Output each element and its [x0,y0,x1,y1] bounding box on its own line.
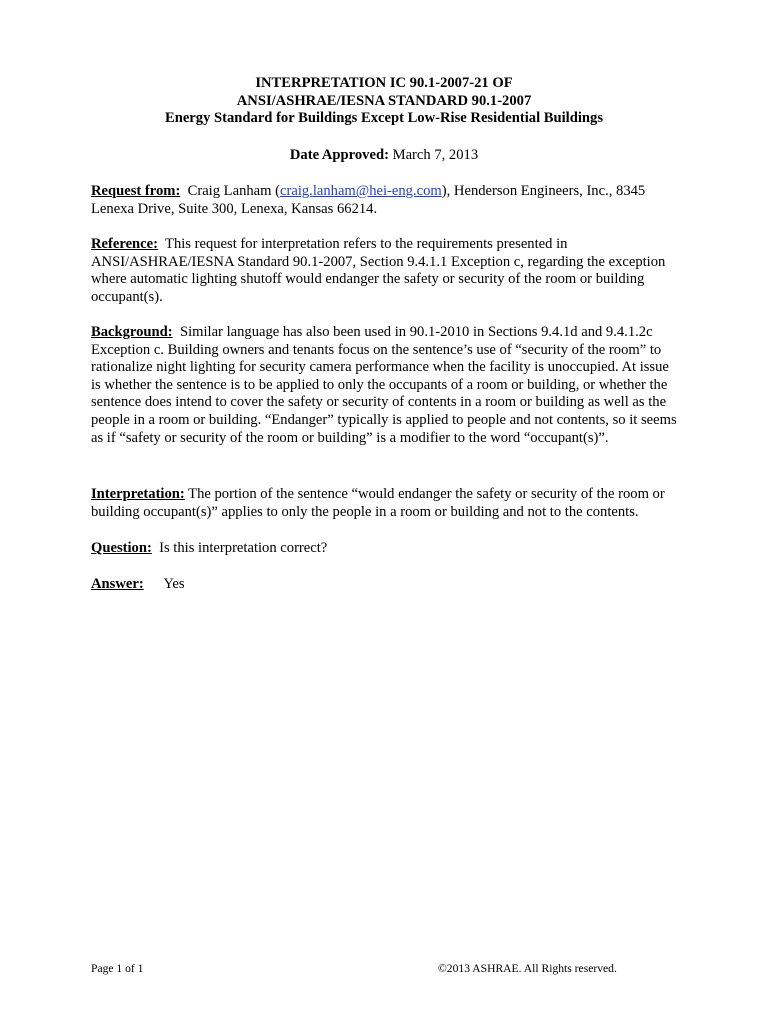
header-line-3: Energy Standard for Buildings Except Low-Rise Residential Buildings [164,110,604,127]
interpretation-label: Interpretation: [91,486,185,502]
footer-copyright: ©2013 ASHRAE. All Rights reserved. [438,962,617,975]
date-approved [0,147,768,165]
header-line-1: INTERPRETATION IC 90.1-2007-21 OF [255,75,513,91]
date-approved-label: Date Approved: [289,147,389,163]
request-label: Request from: [91,183,181,199]
request-name: Craig Lanham ( [187,183,281,199]
question-text: Is this interpretation correct? [159,540,328,556]
footer-page-number: Page 1 of 1 [91,962,144,975]
request-email-link[interactable]: craig.lanham@hei-eng.com [280,183,442,199]
answer-section [91,576,681,594]
answer-text: Yes [163,576,185,592]
interpretation-text: The portion of the sentence “would endanger the safety or security of the room or building occupant(s)” applies to only the people in a room or building and not to the contents. [91,486,665,520]
background-label: Background: [91,324,173,340]
header-line-2: ANSI/ASHRAE/IESNA STANDARD 90.1-2007 [236,92,532,109]
document-header [0,75,768,128]
interpretation-section [91,486,681,521]
background-section [91,324,681,447]
reference-section [91,236,681,306]
request-details: ), Henderson Engineers, Inc., 8345 Lenexa Drive, Suite 300, Lenexa, Kansas 66214. [91,183,646,217]
question-label: Question: [91,540,152,556]
date-approved-value: March 7, 2013 [392,147,479,163]
background-text: Similar language has also been used in 90.1-2010 in Sections 9.4.1d and 9.4.1.2c Exception c. Building owners and tenants focus on the sentence’s use of “security of the room” to rationalize night lighting for security camera performance when the facility is unoccupied. At issue is whether the sentence is to be applied to only the occupants of a room or building, or whether the sentence does intend to cover the safety or security of contents in a room or building as well as the people in a room or building. “Endanger” typically is applied to people and not contents, so it seems as if “safety or security of the room or building” is a modifier to the word “occupant(s)”. [91,324,677,446]
question-section [91,540,681,558]
answer-label: Answer: [91,576,144,592]
reference-text: This request for interpretation refers to the requirements presented in ANSI/ASHRAE/IESNA Standard 90.1-2007, Section 9.4.1.1 Exception c, regarding the exception where automatic lighting shutoff would endanger the safety or security of the room or building occupant(s). [91,236,666,305]
request-section [91,183,681,218]
reference-label: Reference: [91,236,158,252]
